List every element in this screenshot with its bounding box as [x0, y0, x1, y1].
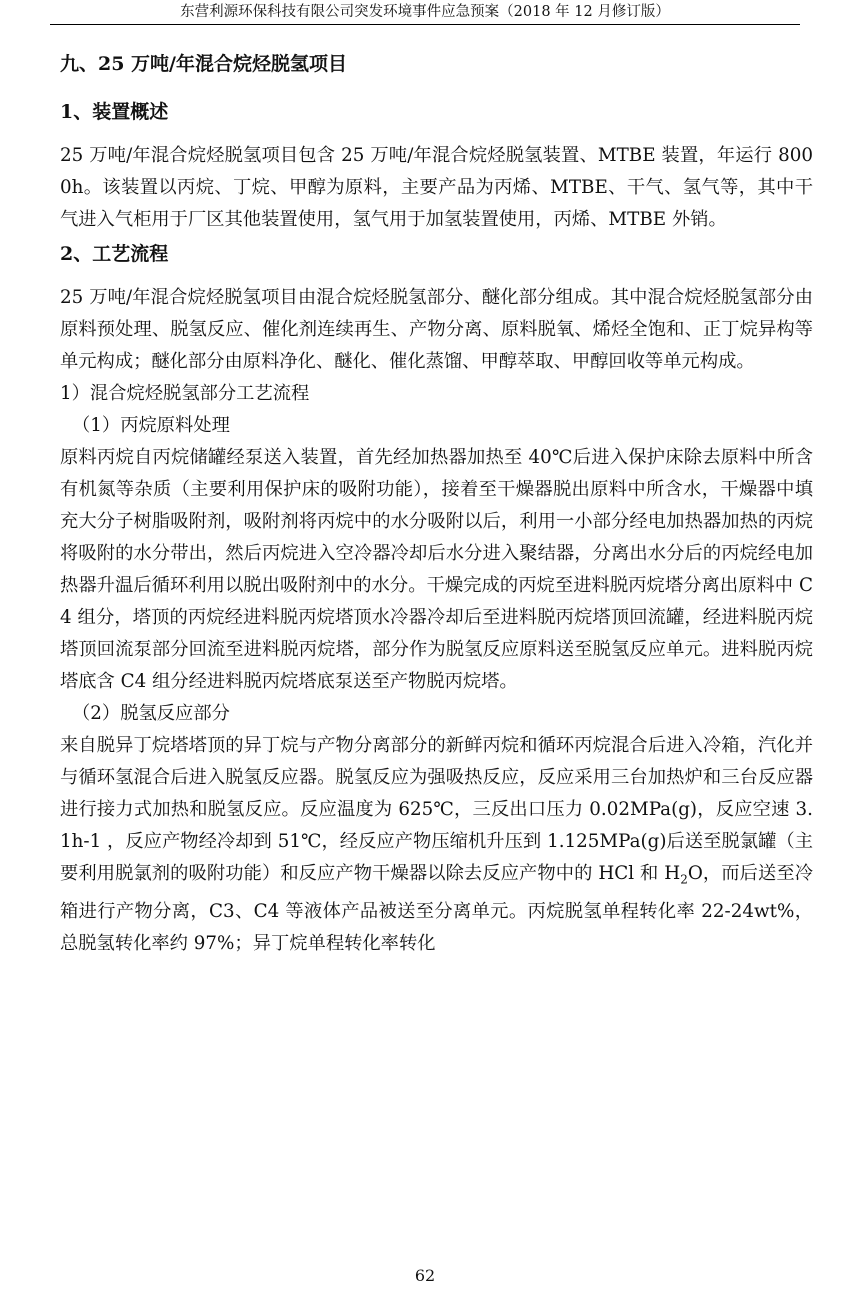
page-header: 东营利源环保科技有限公司突发环境事件应急预案（2018 年 12 月修订版） — [50, 0, 800, 25]
paragraph-step2 — [60, 730, 813, 960]
subsection-title-process: 2、工艺流程 — [60, 243, 169, 265]
step1-title: （1）丙烷原料处理 — [72, 415, 230, 436]
page-number: 62 — [414, 1266, 436, 1285]
paragraph-process: 25 万吨/年混合烷烃脱氢项目由混合烷烃脱氢部分、醚化部分组成。其中混合烷烃脱氢部分由原料预处理、脱氢反应、催化剂连续再生、产物分离、原料脱氧、烯烃全饱和、正丁烷异构等单元构成；醚化部分由原料净化、醚化、催化蒸馏、甲醇萃取、甲醇回收等单元构成。 — [60, 287, 813, 372]
paragraph-step2-part-a: 来自脱异丁烷塔塔顶的异丁烷与产物分离部分的新鲜丙烷和循环丙烷混合后进入冷箱，汽化并与循环氢混合后进入脱氢反应器。脱氢反应为强吸热反应，反应采用三台加热炉和三台反应器进行接力式加热和脱氢反应。反应温度为 625℃，三反出口压力 0.02MPa(g)，反应空速 3.1h-1 ，反应产物经冷却到 51℃，经反应产物压缩机升压到 1.125MPa(g)后送至脱氯罐（主要利用脱氯剂的吸附功能）和反应产物干燥器以除去反应产物中的 HCl 和 H — [60, 735, 813, 884]
step2-title: （2）脱氢反应部分 — [72, 703, 230, 724]
paragraph-overview: 25 万吨/年混合烷烃脱氢项目包含 25 万吨/年混合烷烃脱氢装置、MTBE 装置，年运行 8000h。该装置以丙烷、丁烷、甲醇为原料，主要产品为丙烯、MTBE、干气、氢气等，其中干气进入气柜用于厂区其他装置使用，氢气用于加氢装置使用，丙烯、MTBE 外销。 — [60, 145, 813, 230]
paragraph-step1: 原料丙烷自丙烷储罐经泵送入装置，首先经加热器加热至 40℃后进入保护床除去原料中所含有机氮等杂质（主要利用保护床的吸附功能），接着至干燥器脱出原料中所含水，干燥器中填充大分子树脂吸附剂，吸附剂将丙烷中的水分吸附以后，利用一小部分经电加热器加热的丙烷将吸附的水分带出，然后丙烷进入空冷器冷却后水分进入聚结器，分离出水分后的丙烷经电加热器升温后循环利用以脱出吸附剂中的水分。干燥完成的丙烷至进料脱丙烷塔分离出原料中 C4 组分，塔顶的丙烷经进料脱丙烷塔顶水冷器冷却后至进料脱丙烷塔顶回流罐，经进料脱丙烷塔顶回流泵部分回流至进料脱丙烷塔，部分作为脱氢反应原料送至脱氢反应单元。进料脱丙烷塔底含 C4 组分经进料脱丙烷塔底泵送至产物脱丙烷塔。 — [60, 447, 813, 692]
document-body — [60, 52, 813, 960]
paragraph-step2-part-b: O，而后送至冷箱进行产物分离，C3、C4 等液体产品被送至分离单元。丙烷脱氢单程转化率 22-24wt%，总脱氢转化率约 97%；异丁烷单程转化率转化 — [60, 863, 813, 954]
subsection-title-overview: 1、装置概述 — [60, 101, 169, 123]
section-title: 九、25 万吨/年混合烷烃脱氢项目 — [60, 53, 347, 75]
flow-title: 1）混合烷烃脱氢部分工艺流程 — [60, 383, 310, 404]
subscript-2: 2 — [680, 872, 688, 887]
